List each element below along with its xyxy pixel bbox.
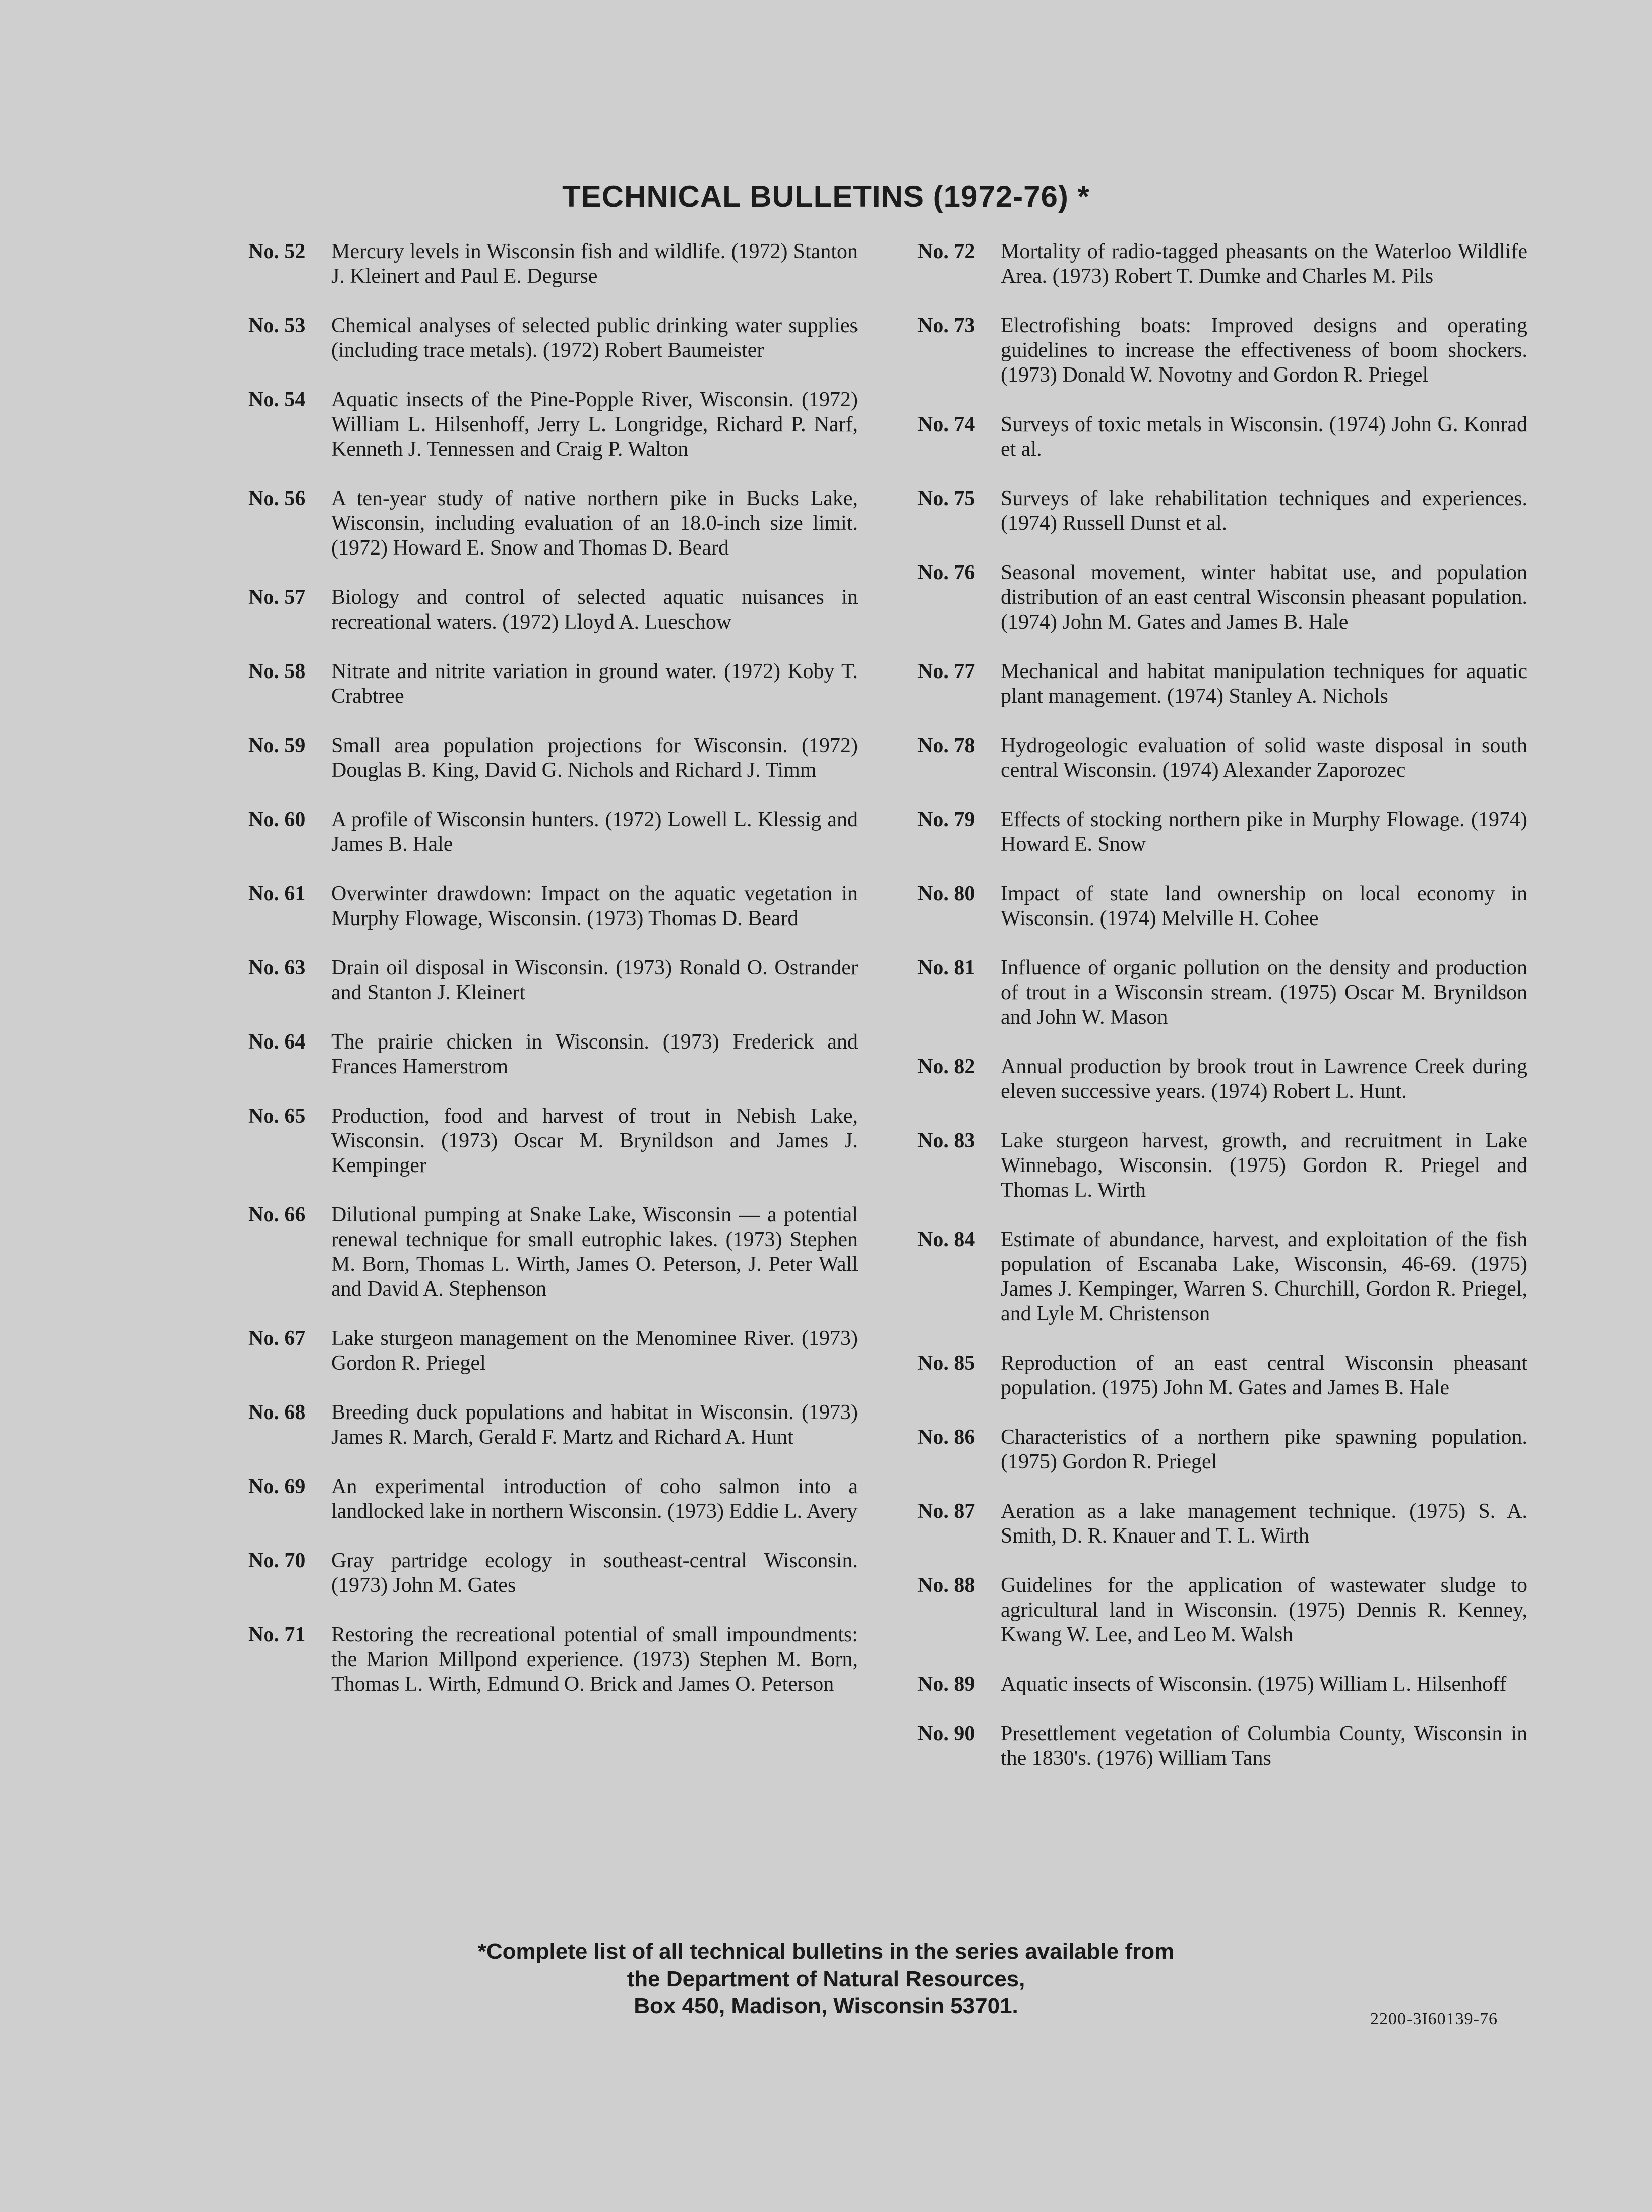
bulletin-description: Lake sturgeon harvest, growth, and recruitment in Lake Winnebago, Wisconsin. (1975) Gordon R. Priegel and Thomas L. Wirth	[1001, 1129, 1527, 1202]
bulletin-number: No. 67	[248, 1327, 306, 1350]
availability-note	[0, 1938, 1652, 2020]
bulletin-number: No. 85	[917, 1351, 975, 1375]
bulletin-entry	[917, 486, 1527, 536]
bulletin-number: No. 86	[917, 1426, 975, 1449]
availability-note-line-1: *Complete list of all technical bulletins in the series available from	[477, 1939, 1175, 1964]
availability-note-line-3: Box 450, Madison, Wisconsin 53701.	[634, 1994, 1018, 2018]
bulletin-number: No. 54	[248, 388, 306, 411]
bulletin-description: Lake sturgeon management on the Menominee River. (1973) Gordon R. Priegel	[331, 1327, 858, 1375]
bulletin-number: No. 56	[248, 487, 306, 510]
bulletin-entry	[917, 733, 1527, 783]
bulletin-description: Presettlement vegetation of Columbia County, Wisconsin in the 1830's. (1976) William Tans	[1001, 1722, 1527, 1770]
bulletin-description: A profile of Wisconsin hunters. (1972) Lowell L. Klessig and James B. Hale	[331, 808, 858, 856]
bulletin-description: Chemical analyses of selected public drinking water supplies (including trace metals). (1972) Robert Baumeister	[331, 314, 858, 362]
bulletin-entry	[248, 808, 858, 857]
bulletin-entry	[248, 733, 858, 783]
bulletin-number: No. 88	[917, 1574, 975, 1597]
bulletin-description: Overwinter drawdown: Impact on the aquatic vegetation in Murphy Flowage, Wisconsin. (1973) Thomas D. Beard	[331, 882, 858, 930]
bulletin-number: No. 58	[248, 660, 306, 683]
bulletin-entry	[248, 486, 858, 561]
bulletin-entry	[248, 1203, 858, 1302]
bulletin-description: Surveys of toxic metals in Wisconsin. (1974) John G. Konrad et al.	[1001, 413, 1527, 461]
bulletin-entry	[248, 882, 858, 931]
bulletin-description: Seasonal movement, winter habitat use, and population distribution of an east central Wisconsin pheasant population. (1974) John M. Gates and James B. Hale	[1001, 561, 1527, 634]
bulletin-number: No. 82	[917, 1055, 975, 1078]
bulletin-entry	[248, 1623, 858, 1697]
bulletin-description: Electrofishing boats: Improved designs and operating guidelines to increase the effectiveness of boom shockers. (1973) Donald W. Novotny and Gordon R. Priegel	[1001, 314, 1527, 387]
bulletin-description: Aquatic insects of Wisconsin. (1975) William L. Hilsenhoff	[1001, 1673, 1507, 1696]
bulletin-entry	[248, 1474, 858, 1524]
bulletin-entry	[248, 956, 858, 1005]
bulletin-number: No. 87	[917, 1500, 975, 1523]
catalog-code: 2200-3I60139-76	[1370, 2010, 1498, 2029]
bulletin-entry	[917, 1129, 1527, 1203]
bulletin-entry	[917, 561, 1527, 635]
bulletin-description: Mortality of radio-tagged pheasants on the Waterloo Wildlife Area. (1973) Robert T. Dumke and Charles M. Pils	[1001, 240, 1527, 288]
bulletin-description: Restoring the recreational potential of small impoundments: the Marion Millpond experience. (1973) Stephen M. Born, Thomas L. Wirth, Edmund O. Brick and James O. Peterson	[331, 1623, 858, 1696]
bulletin-number: No. 70	[248, 1549, 306, 1572]
bulletin-description: Biology and control of selected aquatic nuisances in recreational waters. (1972) Lloyd A. Lueschow	[331, 586, 858, 634]
bulletin-number: No. 68	[248, 1401, 306, 1424]
bulletin-description: Mechanical and habitat manipulation techniques for aquatic plant management. (1974) Stanley A. Nichols	[1001, 660, 1527, 708]
bulletin-description: Breeding duck populations and habitat in Wisconsin. (1973) James R. March, Gerald F. Martz and Richard A. Hunt	[331, 1401, 858, 1449]
bulletin-description: Dilutional pumping at Snake Lake, Wisconsin — a potential renewal technique for small eutrophic lakes. (1973) Stephen M. Born, Thomas L. Wirth, James O. Peterson, J. Peter Wall and David A. Stephenson	[331, 1203, 858, 1301]
bulletin-description: Influence of organic pollution on the density and production of trout in a Wisconsin stream. (1975) Oscar M. Brynildson and John W. Mason	[1001, 956, 1527, 1029]
bulletin-number: No. 74	[917, 413, 975, 436]
bulletin-number: No. 57	[248, 586, 306, 609]
bulletin-entry	[917, 1722, 1527, 1771]
bulletin-entry	[248, 388, 858, 462]
bulletin-description: Estimate of abundance, harvest, and exploitation of the fish population of Escanaba Lake, Wisconsin, 46-69. (1975) James J. Kempinger, Warren S. Churchill, Gordon R. Priegel, and Lyle M. Christenson	[1001, 1228, 1527, 1325]
bulletin-number: No. 89	[917, 1673, 975, 1696]
bulletin-number: No. 63	[248, 956, 306, 979]
bulletin-number: No. 73	[917, 314, 975, 337]
bulletin-description: Reproduction of an east central Wisconsin pheasant population. (1975) John M. Gates and James B. Hale	[1001, 1351, 1527, 1399]
availability-note-line-2: the Department of Natural Resources,	[627, 1967, 1025, 1991]
bulletin-entry	[917, 1227, 1527, 1326]
bulletin-entry	[248, 239, 858, 289]
bulletin-entry	[917, 1672, 1527, 1697]
bulletin-entry	[248, 314, 858, 363]
bulletin-number: No. 77	[917, 660, 975, 683]
bulletin-number: No. 59	[248, 734, 306, 757]
bulletin-description: The prairie chicken in Wisconsin. (1973) Frederick and Frances Hamerstrom	[331, 1030, 858, 1078]
bulletin-description: A ten-year study of native northern pike in Bucks Lake, Wisconsin, including evaluation of an 18.0-inch size limit. (1972) Howard E. Snow and Thomas D. Beard	[331, 487, 858, 560]
bulletin-number: No. 75	[917, 487, 975, 510]
bulletin-number: No. 84	[917, 1228, 975, 1251]
bulletin-description: Guidelines for the application of wastewater sludge to agricultural land in Wisconsin. (1975) Dennis R. Kenney, Kwang W. Lee, and Leo M. Walsh	[1001, 1574, 1527, 1646]
bulletin-entry	[917, 1055, 1527, 1104]
bulletin-entry	[917, 412, 1527, 462]
bulletin-entry	[917, 882, 1527, 931]
bulletin-description: Drain oil disposal in Wisconsin. (1973) Ronald O. Ostrander and Stanton J. Kleinert	[331, 956, 858, 1004]
bulletin-entry	[917, 314, 1527, 388]
bulletin-description: Small area population projections for Wisconsin. (1972) Douglas B. King, David G. Nichols and Richard J. Timm	[331, 734, 858, 782]
bulletin-entry	[248, 1104, 858, 1178]
bulletin-number: No. 69	[248, 1475, 306, 1498]
bulletin-number: No. 90	[917, 1722, 975, 1745]
bulletin-description: Annual production by brook trout in Lawrence Creek during eleven successive years. (1974) Robert L. Hunt.	[1001, 1055, 1527, 1103]
bulletin-entry	[248, 1400, 858, 1450]
bulletin-entry	[917, 1425, 1527, 1474]
bulletin-number: No. 66	[248, 1203, 306, 1226]
bulletin-description: Mercury levels in Wisconsin fish and wildlife. (1972) Stanton J. Kleinert and Paul E. Degurse	[331, 240, 858, 288]
bulletin-entry	[917, 1351, 1527, 1400]
bulletin-description: Aeration as a lake management technique. (1975) S. A. Smith, D. R. Knauer and T. L. Wirth	[1001, 1500, 1527, 1548]
bulletin-number: No. 71	[248, 1623, 306, 1646]
bulletin-number: No. 61	[248, 882, 306, 905]
bulletin-number: No. 64	[248, 1030, 306, 1054]
bulletin-number: No. 78	[917, 734, 975, 757]
bulletin-entry	[248, 1030, 858, 1079]
bulletin-number: No. 80	[917, 882, 975, 905]
bulletin-description: Nitrate and nitrite variation in ground water. (1972) Koby T. Crabtree	[331, 660, 858, 708]
bulletin-number: No. 53	[248, 314, 306, 337]
bulletin-entry	[917, 239, 1527, 289]
bulletin-description: Production, food and harvest of trout in Nebish Lake, Wisconsin. (1973) Oscar M. Brynildson and James J. Kempinger	[331, 1104, 858, 1177]
bulletin-description: Impact of state land ownership on local economy in Wisconsin. (1974) Melville H. Cohee	[1001, 882, 1527, 930]
bulletin-description: Hydrogeologic evaluation of solid waste disposal in south central Wisconsin. (1974) Alexander Zaporozec	[1001, 734, 1527, 782]
page-title: TECHNICAL BULLETINS (1972-76) *	[562, 179, 1090, 213]
bulletin-number: No. 52	[248, 240, 306, 263]
bulletin-number: No. 65	[248, 1104, 306, 1128]
bulletin-number: No. 76	[917, 561, 975, 584]
bulletin-number: No. 79	[917, 808, 975, 831]
bulletin-description: An experimental introduction of coho salmon into a landlocked lake in northern Wisconsin. (1973) Eddie L. Avery	[331, 1475, 858, 1523]
right-bulletin-column	[917, 239, 1527, 1771]
bulletin-description: Effects of stocking northern pike in Murphy Flowage. (1974) Howard E. Snow	[1001, 808, 1527, 856]
bulletin-number: No. 83	[917, 1129, 975, 1152]
bulletin-entry	[917, 1573, 1527, 1647]
bulletin-number: No. 81	[917, 956, 975, 979]
left-bulletin-column	[248, 239, 858, 1697]
bulletin-entry	[248, 1549, 858, 1598]
bulletin-description: Characteristics of a northern pike spawning population. (1975) Gordon R. Priegel	[1001, 1426, 1527, 1473]
bulletin-entry	[917, 1499, 1527, 1549]
bulletin-description: Gray partridge ecology in southeast-central Wisconsin. (1973) John M. Gates	[331, 1549, 858, 1597]
bulletin-description: Surveys of lake rehabilitation techniques and experiences. (1974) Russell Dunst et al.	[1001, 487, 1527, 535]
bulletin-entry	[917, 659, 1527, 709]
bulletin-entry	[917, 956, 1527, 1030]
bulletin-number: No. 60	[248, 808, 306, 831]
bulletin-entry	[248, 1326, 858, 1376]
bulletin-entry	[248, 585, 858, 635]
bulletin-description: Aquatic insects of the Pine-Popple River, Wisconsin. (1972) William L. Hilsenhoff, Jerry L. Longridge, Richard P. Narf, Kenneth J. Tennessen and Craig P. Walton	[331, 388, 858, 461]
bulletin-entry	[248, 659, 858, 709]
bulletin-number: No. 72	[917, 240, 975, 263]
bulletin-entry	[917, 808, 1527, 857]
